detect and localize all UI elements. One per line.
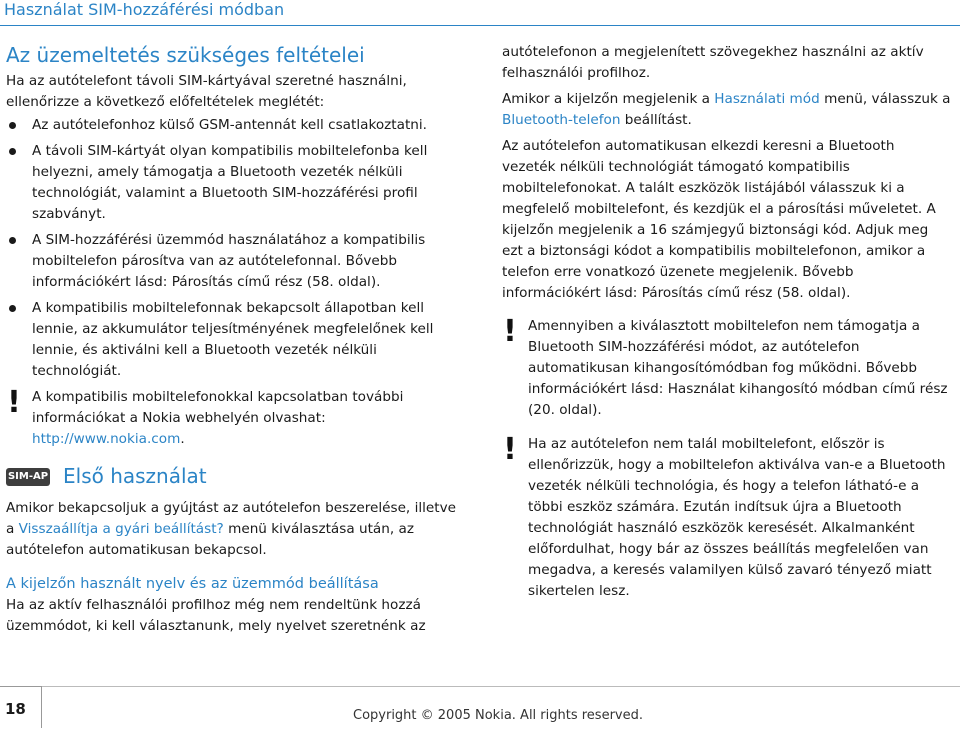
list-item <box>6 141 468 225</box>
exclamation-icon: ! <box>503 432 517 467</box>
first-use-text-start: Amikor bekapcsoljuk a gyújtást az autótelefon beszerelése, illetve a <box>6 500 457 537</box>
note-text: Amennyiben a kiválasztott mobiltelefon nem támogatja a Bluetooth SIM-hozzáférési módot, az autótelefon automatikusan kihangosítómódban fog működni. Bővebb információkért lásd: Használat kihangosító módban című rész (20. oldal). <box>528 318 948 418</box>
sim-ap-mode-icon: SIM-AP <box>6 468 50 486</box>
copyright-notice: Copyright © 2005 Nokia. All rights reserved. <box>353 708 643 723</box>
note-text: Ha az autótelefon nem talál mobiltelefont, először is ellenőrizzük, hogy a mobiltelefon aktiválva van-e a Bluetooth vezeték nélküli technológia, és hogy a telefon látható-e a többi eszköz számára. Ezután indítsuk újra a Bluetooth technológiát használó eszközök keresését. Alkalmanként előfordulhat, hogy bár az összes beállítás megfelelően van megadva, a keresés valamilyen külső zavaró tényező miatt sikertelen lesz. <box>528 436 946 599</box>
note-text: A kompatibilis mobiltelefonokkal kapcsolatban további információkat a Nokia webhelyén olvashat: <box>32 389 404 426</box>
footer-divider <box>41 686 960 687</box>
list-item-text: Az autótelefonhoz külső GSM-antennát kell csatlakoztatni. <box>32 117 427 133</box>
chapter-title: Használat SIM-hozzáférési módban <box>4 0 285 19</box>
first-use-text-end: menü kiválasztása után, az autótelefon automatikusan bekapcsol. <box>6 521 414 558</box>
handsfree-fallback-note <box>502 316 952 421</box>
usage-mode-menu-link[interactable]: Használati mód <box>714 91 820 107</box>
usage-mode-text-b: menü, válasszuk a <box>819 91 951 107</box>
list-item <box>6 298 468 382</box>
bullet-icon <box>9 148 16 155</box>
usage-mode-text <box>502 89 952 131</box>
pairing-text: Az autótelefon automatikusan elkezdi keresni a Bluetooth vezeték nélküli technológiát támogató kompatibilis mobiltelefonokat. A talált eszközök listájából válasszuk ki a megfelelő mobiltelefont, és kezdjük el a párosítási műveletet. A kijelzőn megjelenik a 16 számjegyű biztonsági kód. Adjuk meg ezt a biztonsági kódot a kompatibilis mobiltelefonon, amikor a telefon erre vonatkozó üzenete megjelenik. Bővebb információkért lásd: Párosítás című rész (58. oldal). <box>502 138 936 301</box>
factory-reset-menu-link[interactable]: Visszaállítja a gyári beállítást? <box>18 521 224 537</box>
nokia-website-note <box>6 387 468 450</box>
list-item <box>6 115 468 136</box>
bluetooth-phone-option-link[interactable]: Bluetooth-telefon <box>502 112 621 128</box>
requirements-heading: Az üzemeltetés szükséges feltételei <box>6 43 365 67</box>
header-divider <box>0 25 960 26</box>
language-text: Ha az aktív felhasználói profilhoz még nem rendeltünk hozzá üzemmódot, ki kell választanunk, mely nyelvet szeretnénk az <box>6 597 426 634</box>
exclamation-icon: ! <box>7 385 21 420</box>
page-number: 18 <box>5 700 26 718</box>
first-use-title: Első használat <box>63 464 207 488</box>
bullet-icon <box>9 122 16 129</box>
list-item <box>6 230 468 293</box>
language-text-continued: autótelefonon a megjelenített szövegekhez használni az aktív felhasználói profilhoz. <box>502 44 924 81</box>
requirements-list <box>6 115 468 382</box>
first-use-text <box>6 498 468 561</box>
exclamation-icon: ! <box>503 314 517 349</box>
usage-mode-text-a: Amikor a kijelzőn megjelenik a <box>502 91 715 107</box>
list-item-text: A távoli SIM-kártyát olyan kompatibilis mobiltelefonba kell helyezni, amely támogatja a Bluetooth vezeték nélküli technológiát, valamint a Bluetooth SIM-hozzáférési profil szabványt. <box>32 143 428 222</box>
first-use-heading <box>6 464 468 490</box>
bullet-icon <box>9 305 16 312</box>
left-column <box>6 42 468 637</box>
requirements-intro: Ha az autótelefont távoli SIM-kártyával szeretné használni, ellenőrizze a következő előfeltételek meglétét: <box>6 73 407 110</box>
phone-not-found-note <box>502 434 952 602</box>
list-item-text: A SIM-hozzáférési üzemmód használatához a kompatibilis mobiltelefon párosítva van az autótelefonnal. Bővebb információkért lásd: Párosítás című rész (58. oldal). <box>32 232 426 290</box>
list-item-text: A kompatibilis mobiltelefonnak bekapcsolt állapotban kell lennie, az akkumulátor teljesítményének megfelelőnek kell lennie, és aktiválni kell a Bluetooth vezeték nélküli technológiát. <box>32 300 434 379</box>
bullet-icon <box>9 237 16 244</box>
language-heading: A kijelzőn használt nyelv és az üzemmód beállítása <box>6 576 379 592</box>
note-end: . <box>180 431 185 447</box>
nokia-website-link[interactable]: http://www.nokia.com <box>32 431 181 447</box>
usage-mode-text-c: beállítást. <box>620 112 692 128</box>
right-column <box>502 42 952 602</box>
page-number-box <box>0 686 42 728</box>
